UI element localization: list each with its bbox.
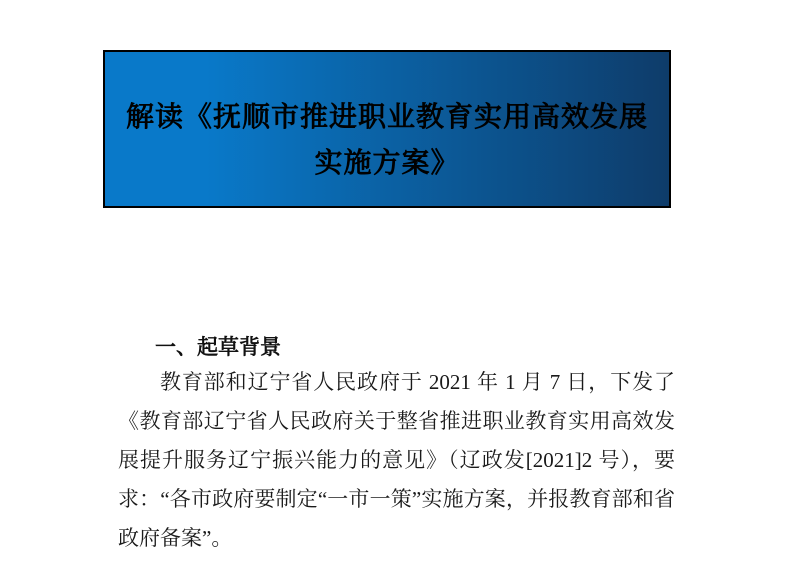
section-heading: 一、起草背景	[155, 336, 281, 359]
document-title-line-2: 实施方案》	[314, 148, 460, 179]
body-paragraph: 教育部和辽宁省人民政府于 2021 年 1 月 7 日，下发了《教育部辽宁省人民政府关于整省推进职业教育实用高效发展提升服务辽宁振兴能力的意见》（辽政发[2021]2 号），要求：“各市政府要制定“一市一策”实施方案，并报教育部和省政府备案”。	[118, 370, 675, 550]
document-title-line-1: 解读《抚顺市推进职业教育实用高效发展	[125, 102, 648, 133]
document-body	[118, 337, 675, 558]
title-banner	[103, 50, 671, 208]
document-title	[105, 52, 669, 187]
